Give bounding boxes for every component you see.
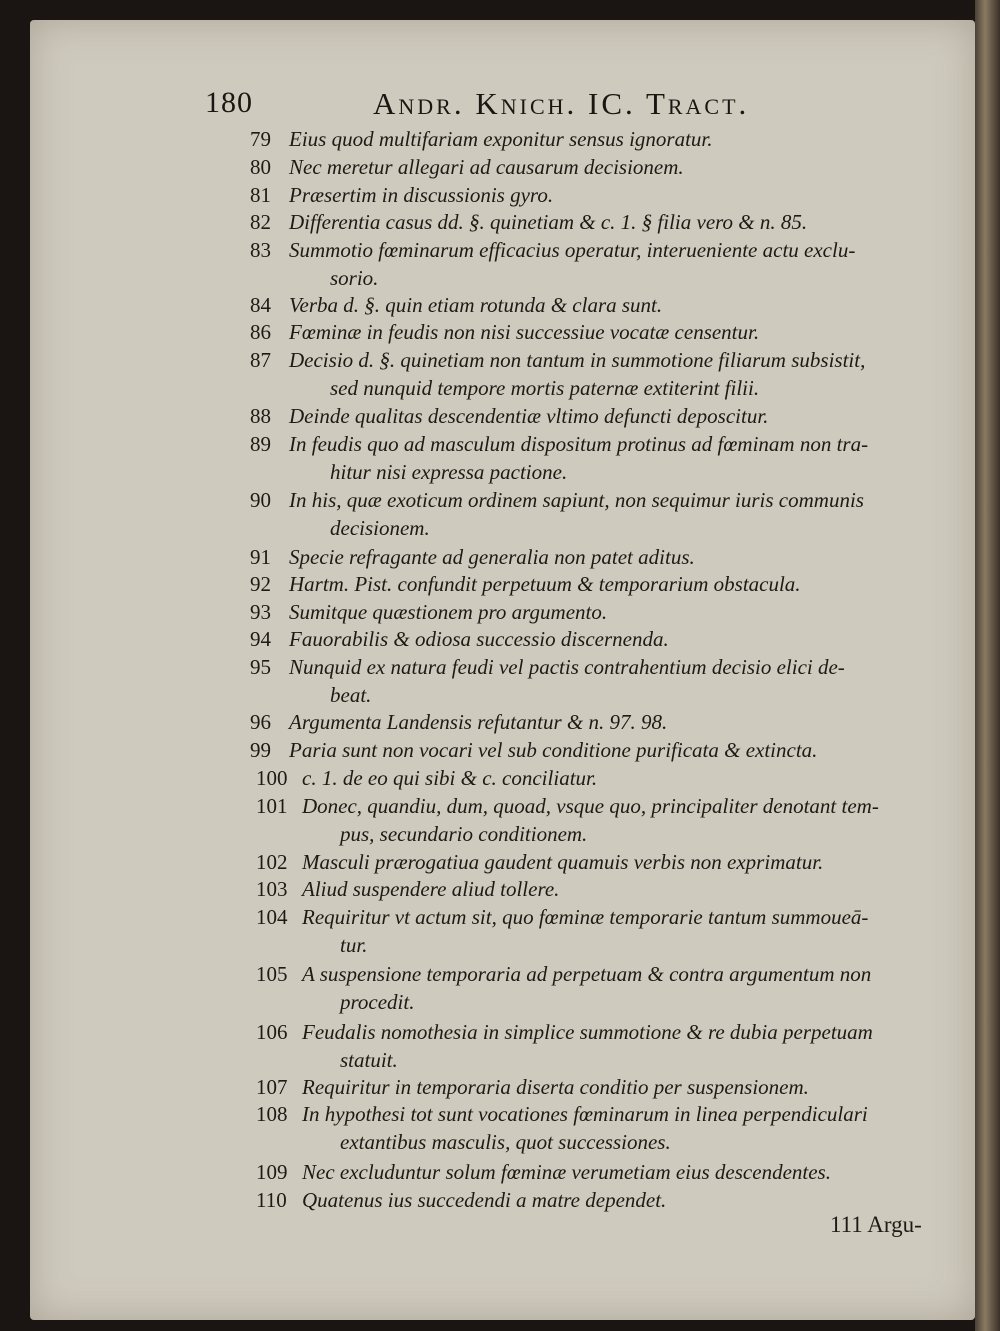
entry-text: Paria sunt non vocari vel sub conditione purificata & extincta.: [289, 738, 818, 762]
entry-text: Eius quod multifariam exponitur sensus ignoratur.: [289, 127, 713, 151]
entry-text: Masculi prærogatiua gaudent quamuis verbis non exprimatur.: [302, 850, 824, 874]
entry-number: 102: [256, 850, 288, 874]
entry-number: 95: [250, 655, 271, 679]
entry-number: 88: [250, 404, 271, 428]
entry-text: Specie refragante ad generalia non patet aditus.: [289, 545, 695, 569]
entry-text: In his, quæ exoticum ordinem sapiunt, non sequimur iuris communis: [289, 488, 864, 512]
entry-number: 103: [256, 877, 288, 901]
entry-number: 79: [250, 127, 271, 151]
entry-text: Summotio fœminarum efficacius operatur, interueniente actu exclu-: [289, 238, 856, 262]
entry-number: 96: [250, 710, 271, 734]
entry-text: Nunquid ex natura feudi vel pactis contrahentium decisio elici de-: [289, 655, 845, 679]
entry-continuation: statuit.: [340, 1048, 398, 1072]
entry-text: Verba d. §. quin etiam rotunda & clara sunt.: [289, 293, 663, 317]
entry-number: 108: [256, 1102, 288, 1126]
entry-text: Feudalis nomothesia in simplice summotione & re dubia perpetuam: [302, 1020, 873, 1044]
entry-text: Aliud suspendere aliud tollere.: [302, 877, 560, 901]
entry-continuation: sed nunquid tempore mortis paternæ extiterint filii.: [330, 376, 760, 400]
entry-text: Fœminæ in feudis non nisi successiue vocatæ censentur.: [289, 320, 760, 344]
entry-number: 101: [256, 794, 288, 818]
entry-text: Hartm. Pist. confundit perpetuum & temporarium obstacula.: [289, 572, 801, 596]
entry-text: Differentia casus dd. §. quinetiam & c. 1. § filia vero & n. 85.: [289, 210, 808, 234]
page-header: [205, 86, 965, 126]
entry-number: 91: [250, 545, 271, 569]
entry-text: Sumitque quæstionem pro argumento.: [289, 600, 608, 624]
running-title: Andr. Knich. IC. Tract.: [373, 86, 750, 121]
entry-number: 86: [250, 320, 271, 344]
entry-text: Præsertim in discussionis gyro.: [289, 183, 554, 207]
entry-number: 94: [250, 627, 271, 651]
entry-number: 110: [256, 1188, 287, 1212]
entry-number: 89: [250, 432, 271, 456]
entry-text: Nec meretur allegari ad causarum decisionem.: [289, 155, 684, 179]
entry-text: Donec, quandiu, dum, quoad, vsque quo, principaliter denotant tem-: [302, 794, 879, 818]
entry-text: Fauorabilis & odiosa successio discernenda.: [289, 627, 669, 651]
entry-number: 81: [250, 183, 271, 207]
page-number: 180: [205, 86, 253, 119]
entry-continuation: tur.: [340, 933, 368, 957]
entry-number: 87: [250, 348, 271, 372]
entry-text: Deinde qualitas descendentiæ vltimo defuncti deposcitur.: [289, 404, 769, 428]
entry-continuation: procedit.: [340, 990, 415, 1014]
entry-number: 80: [250, 155, 271, 179]
entry-continuation: extantibus masculis, quot successiones.: [340, 1130, 671, 1154]
entry-number: 106: [256, 1020, 288, 1044]
entry-number: 107: [256, 1075, 288, 1099]
entry-number: 109: [256, 1160, 288, 1184]
page-edge: [975, 0, 1000, 1331]
entry-number: 105: [256, 962, 288, 986]
entry-number: 92: [250, 572, 271, 596]
entry-text: Argumenta Landensis refutantur & n. 97. 98.: [289, 710, 668, 734]
entry-text: In feudis quo ad masculum dispositum protinus ad fœminam non tra-: [289, 432, 869, 456]
entry-continuation: beat.: [330, 683, 372, 707]
entry-number: 90: [250, 488, 271, 512]
entry-text: Requiritur in temporaria diserta conditio per suspensionem.: [302, 1075, 809, 1099]
entry-text: In hypothesi tot sunt vocationes fœminarum in linea perpendiculari: [302, 1102, 868, 1126]
entry-number: 83: [250, 238, 271, 262]
entry-continuation: pus, secundario conditionem.: [340, 822, 588, 846]
entry-text: Quatenus ius succedendi a matre dependet.: [302, 1188, 667, 1212]
entry-text: A suspensione temporaria ad perpetuam & contra argumentum non: [302, 962, 872, 986]
entry-number: 82: [250, 210, 271, 234]
entry-number: 99: [250, 738, 271, 762]
entry-text: Requiritur vt actum sit, quo fœminæ temporarie tantum summoueā-: [302, 905, 869, 929]
entry-text: c. 1. de eo qui sibi & c. conciliatur.: [302, 766, 598, 790]
entry-number: 100: [256, 766, 288, 790]
catchword: 111 Argu-: [830, 1212, 922, 1237]
entry-continuation: decisionem.: [330, 516, 430, 540]
entry-text: Nec excluduntur solum fœminæ verumetiam eius descendentes.: [302, 1160, 831, 1184]
entry-text: Decisio d. §. quinetiam non tantum in summotione filiarum subsistit,: [289, 348, 866, 372]
entry-continuation: hitur nisi expressa pactione.: [330, 460, 568, 484]
entry-number: 84: [250, 293, 271, 317]
entry-continuation: sorio.: [330, 266, 379, 290]
entry-number: 93: [250, 600, 271, 624]
entry-number: 104: [256, 905, 288, 929]
